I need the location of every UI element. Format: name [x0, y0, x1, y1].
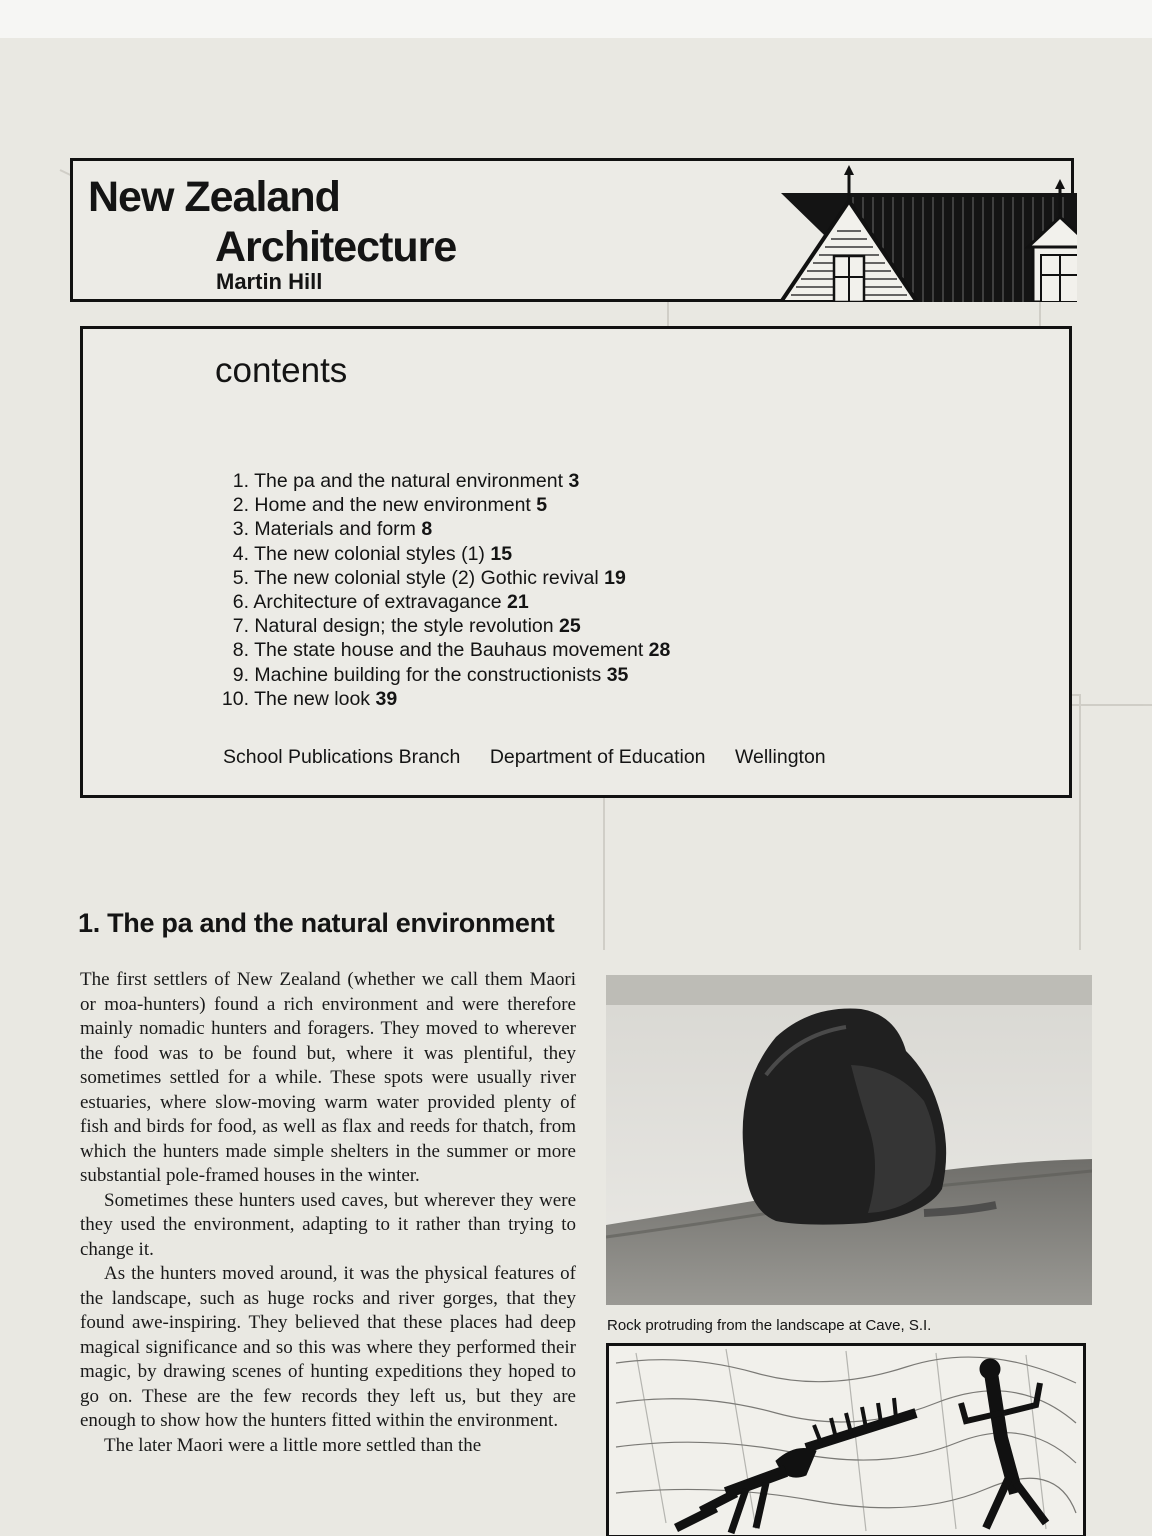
contents-item: 1. The pa and the natural environment 3: [232, 470, 580, 492]
rock-photograph: [606, 975, 1092, 1305]
publisher-branch: School Publications Branch: [223, 746, 461, 768]
paragraph: The first settlers of New Zealand (whether we call them Maori or moa-hunters) found a rich environment and were therefore mainly nomadic hunters and foragers. They moved to wherever the food was to be found but, where it was plentiful, they sometimes settled for a while. These spots were usually river estuaries, where slow-moving warm water provided plenty of fish and birds for food, as well as flax and reeds for thatch, from which the hunters made simple shelters in the summer or more substantial pole-framed houses in the winter.: [80, 969, 576, 1186]
paragraph: The later Maori were a little more settled than the: [104, 1434, 482, 1456]
contents-item: 8. The state house and the Bauhaus movement 28: [232, 639, 671, 662]
photo-caption: Rock protruding from the landscape at Cave, S.I.: [607, 1317, 932, 1334]
book-title-line-2: Architecture: [215, 223, 457, 271]
contents-item: 6. Architecture of extravagance 21: [232, 591, 529, 614]
contents-item: 4. The new colonial styles (1) 15: [232, 542, 513, 565]
page-top-margin: [0, 0, 1152, 40]
contents-heading: contents: [215, 351, 348, 390]
contents-item: 3. Materials and form 8: [232, 518, 433, 541]
book-title-line-1: New Zealand: [88, 173, 340, 221]
contents-list: [213, 469, 670, 711]
contents-item: 5. The new colonial style (2) Gothic revival 19: [232, 566, 626, 589]
article-body: [80, 968, 576, 1458]
publisher-line: [223, 745, 850, 769]
paragraph: Sometimes these hunters used caves, but wherever they were they used the environment, adapting to it rather than trying to change it.: [80, 1189, 576, 1260]
publisher-department: Department of Education: [489, 746, 706, 768]
table-of-contents: [80, 326, 1072, 798]
title-banner: [70, 158, 1074, 302]
contents-item: 10. The new look 39: [221, 687, 398, 710]
contents-item: 9. Machine building for the constructionists 35: [232, 663, 629, 686]
paragraph: As the hunters moved around, it was the physical features of the landscape, such as huge rocks and river gorges, that they found awe-inspiring. They believed that these places had deep magical significance and so this was where they performed their magic, by drawing scenes of hunting expeditions they hoped to go on. These are the few records they left us, but they are enough to show how the hunters fitted within the environment.: [80, 1263, 576, 1431]
section-heading: 1. The pa and the natural environment: [78, 908, 555, 938]
colonial-roof-illustration: [703, 161, 1077, 302]
author-name: Martin Hill: [216, 269, 323, 294]
contents-item: 2. Home and the new environment 5: [232, 494, 548, 517]
rock-art-drawing: [606, 1343, 1086, 1536]
publisher-city: Wellington: [734, 746, 826, 768]
contents-item: 7. Natural design; the style revolution 25: [232, 615, 581, 638]
